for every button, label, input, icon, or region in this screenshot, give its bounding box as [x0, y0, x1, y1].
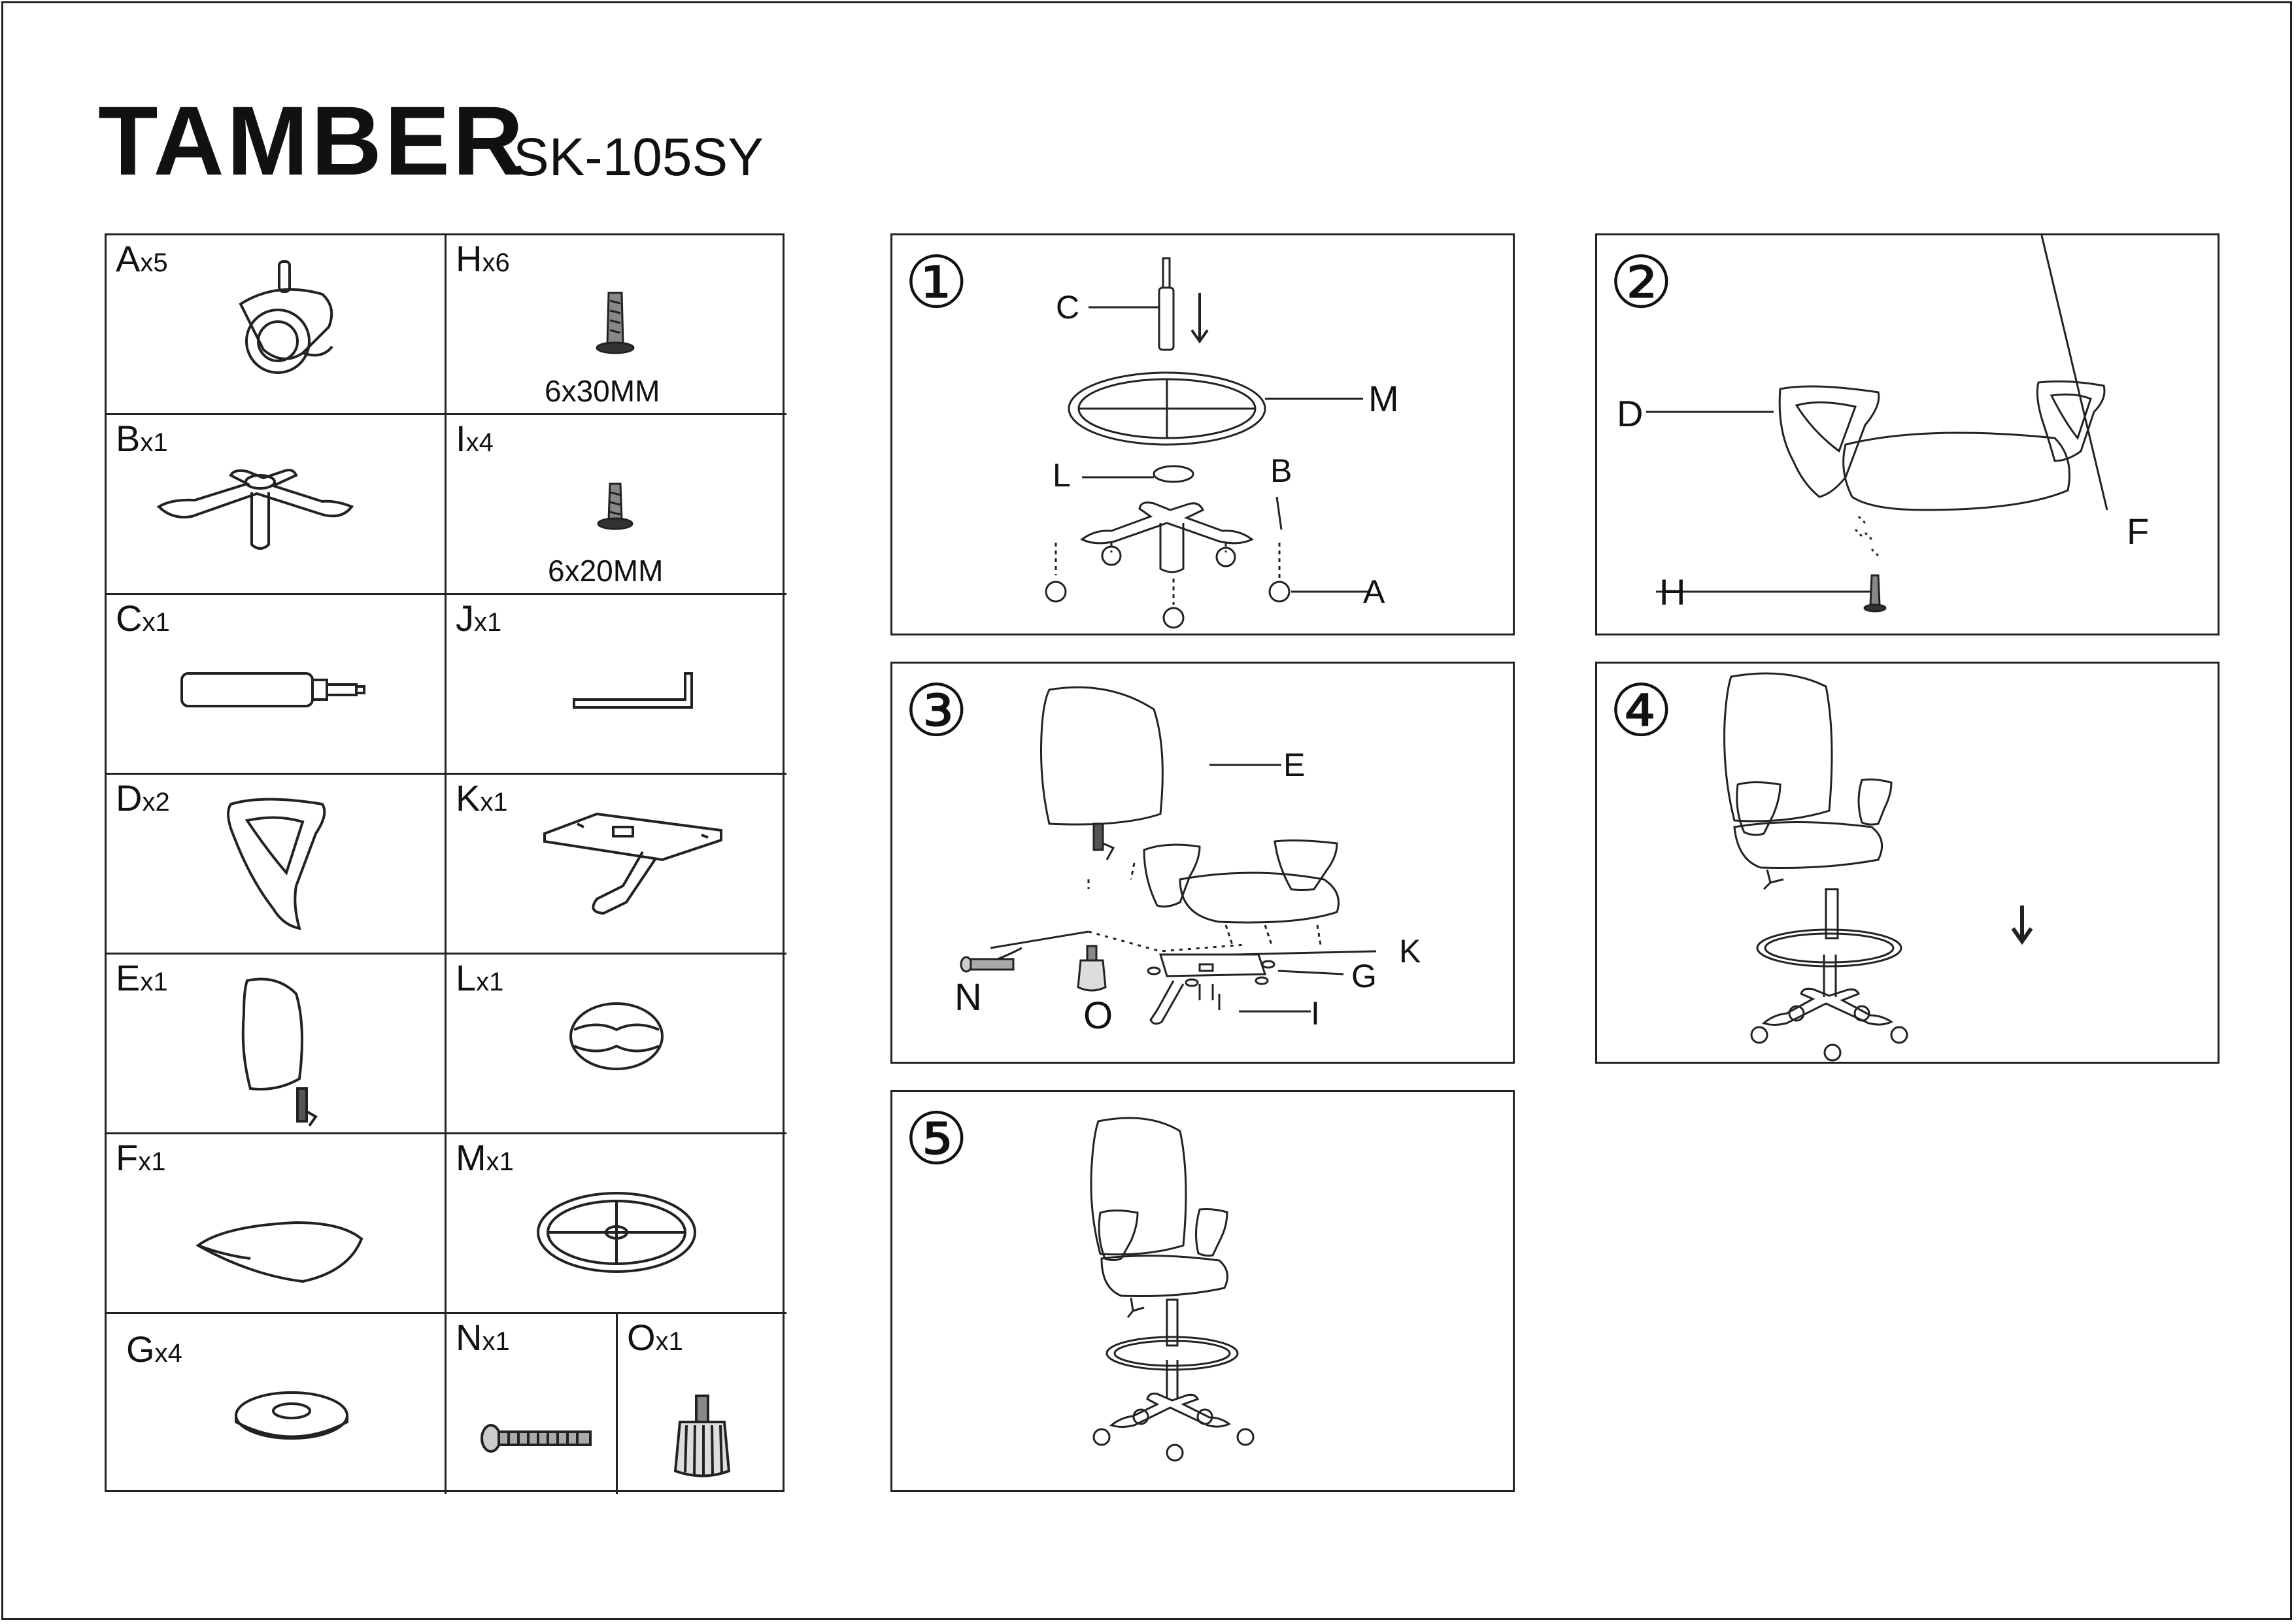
- model-number: SK-105SY: [513, 127, 764, 187]
- part-a-label: Ax5: [116, 238, 168, 279]
- part-m-label: Mx1: [456, 1137, 514, 1178]
- part-h-cell: [447, 235, 786, 415]
- part-d-cell: [107, 775, 447, 955]
- base-assembly-illustration: [892, 235, 1517, 637]
- star-base-icon: [107, 415, 447, 595]
- seat-cushion-icon: [107, 1134, 447, 1314]
- washer-icon: [107, 1314, 447, 1494]
- label-c: C: [1056, 289, 1080, 326]
- backrest-icon: [107, 955, 447, 1134]
- label-e: E: [1283, 747, 1306, 783]
- chair-on-base-illustration: [1597, 664, 2221, 1066]
- knob-icon: [618, 1314, 786, 1494]
- part-k-cell: [447, 775, 786, 955]
- part-b-cell: [107, 415, 447, 595]
- parts-list: [105, 233, 785, 1492]
- part-o-cell: [618, 1314, 786, 1494]
- label-h: H: [1659, 571, 1686, 613]
- part-o-label: Ox1: [627, 1317, 683, 1358]
- part-j-cell: [447, 595, 786, 775]
- label-a: A: [1363, 573, 1385, 610]
- screw-icon: [447, 1314, 618, 1494]
- label-m: M: [1368, 378, 1399, 419]
- step-5-number: ⑤: [904, 1099, 969, 1179]
- part-b-label: Bx1: [116, 418, 168, 459]
- finished-chair-illustration: [892, 1092, 1517, 1494]
- backrest-mechanism-illustration: [892, 664, 1517, 1066]
- label-n: N: [954, 976, 982, 1019]
- part-g-label: Gx4: [126, 1328, 182, 1370]
- label-k: K: [1399, 933, 1421, 970]
- step-4-panel: [1595, 662, 2220, 1064]
- part-a-cell: [107, 235, 447, 415]
- part-i-cell: [447, 415, 786, 595]
- label-f: F: [2127, 511, 2150, 552]
- caster-wheel-icon: [107, 235, 447, 415]
- step-1-panel: [890, 233, 1515, 635]
- part-i-label: Ix4: [456, 418, 494, 459]
- seat-mechanism-icon: [447, 775, 786, 955]
- product-title: TAMBER: [98, 86, 526, 195]
- label-l: L: [1053, 457, 1071, 494]
- part-e-cell: [107, 955, 447, 1134]
- part-l-cell: [447, 955, 786, 1134]
- step-4-number: ④: [1609, 671, 1674, 751]
- label-b: B: [1270, 452, 1292, 489]
- gas-cylinder-icon: [107, 595, 447, 775]
- label-d: D: [1617, 393, 1644, 434]
- part-e-label: Ex1: [116, 957, 168, 998]
- label-o: O: [1083, 994, 1113, 1037]
- part-c-label: Cx1: [116, 598, 170, 639]
- part-h-size: 6x30MM: [545, 374, 660, 408]
- allen-key-icon: [447, 595, 786, 775]
- part-g-cell: [107, 1314, 447, 1494]
- part-k-label: Kx1: [456, 777, 508, 819]
- label-g: G: [1351, 958, 1377, 994]
- part-n-cell: [447, 1314, 618, 1494]
- label-i: I: [1311, 995, 1320, 1032]
- foot-ring-icon: [447, 1134, 786, 1314]
- step-2-panel: [1595, 233, 2220, 635]
- part-c-cell: [107, 595, 447, 775]
- armrest-attach-illustration: [1597, 235, 2221, 637]
- part-n-label: Nx1: [456, 1317, 510, 1358]
- cylinder-cover-icon: [447, 955, 786, 1134]
- armrest-icon: [107, 775, 447, 955]
- part-m-cell: [447, 1134, 786, 1314]
- part-i-size: 6x20MM: [548, 554, 664, 588]
- step-3-number: ③: [904, 671, 969, 751]
- step-1-number: ①: [904, 243, 969, 323]
- part-j-label: Jx1: [456, 598, 502, 639]
- step-5-panel: [890, 1090, 1515, 1492]
- step-3-panel: [890, 662, 1515, 1064]
- part-d-label: Dx2: [116, 777, 170, 819]
- part-h-label: Hx6: [456, 238, 510, 279]
- step-2-number: ②: [1609, 243, 1674, 323]
- part-l-label: Lx1: [456, 957, 504, 998]
- part-f-label: Fx1: [116, 1137, 166, 1178]
- part-f-cell: [107, 1134, 447, 1314]
